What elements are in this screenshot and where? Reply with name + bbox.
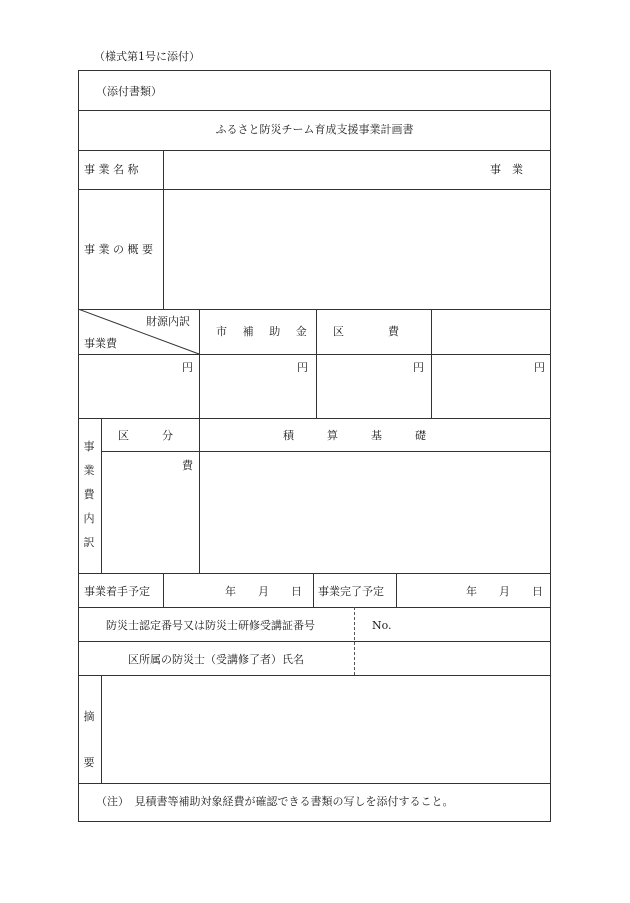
calculation-basis-header: 積 算 基 礎 — [283, 429, 426, 442]
vertical-char: 業 — [83, 464, 95, 477]
row-divider — [78, 189, 551, 190]
vertical-char: 要 — [83, 756, 95, 769]
vertical-char: 事 — [83, 440, 95, 453]
row-divider — [78, 150, 551, 151]
col-divider — [163, 150, 164, 309]
start-date-label: 事業着手予定 — [84, 585, 150, 598]
cost-breakdown-vertical-label — [82, 435, 96, 555]
vertical-char: 訳 — [83, 536, 95, 549]
funding-breakdown-label: 財源内訳 — [146, 315, 190, 328]
col-divider — [101, 675, 102, 783]
yen-unit: 円 — [413, 361, 424, 374]
vertical-char: 内 — [83, 512, 95, 525]
col-divider — [396, 573, 397, 607]
row-divider — [78, 675, 551, 676]
row-divider — [78, 573, 551, 574]
col-divider — [313, 573, 314, 607]
disaster-expert-name-label: 区所属の防災士（受講修了者）氏名 — [128, 653, 304, 666]
project-cost-label: 事業費 — [84, 337, 117, 350]
row-divider — [78, 110, 551, 111]
yen-unit: 円 — [534, 361, 545, 374]
summary-vertical-label — [82, 694, 96, 786]
completion-date-format: 年 月 日 — [466, 585, 543, 598]
vertical-char: 費 — [83, 488, 95, 501]
yen-unit: 円 — [297, 361, 308, 374]
category-header: 区 分 — [118, 429, 173, 442]
cost-item-label: 費 — [182, 459, 193, 472]
row-divider — [78, 418, 551, 419]
completion-date-label: 事業完了予定 — [318, 585, 384, 598]
form-number-label: （様式第1号に添付） — [94, 50, 200, 63]
project-overview-label: 事 業 の 概 要 — [84, 243, 153, 256]
col-divider-dashed — [354, 607, 355, 675]
city-subsidy-header: 市 補 助 金 — [216, 325, 313, 338]
col-divider — [431, 309, 432, 418]
start-date-format: 年 月 日 — [225, 585, 302, 598]
col-divider — [101, 418, 102, 573]
project-name-suffix: 事 業 — [490, 163, 523, 176]
yen-unit: 円 — [182, 361, 193, 374]
row-divider — [78, 607, 551, 608]
row-divider — [78, 641, 551, 642]
note-text: （注） 見積書等補助対象経費が確認できる書類の写しを添付すること。 — [96, 795, 454, 808]
ward-cost-header: 区 費 — [333, 325, 399, 338]
row-divider — [78, 783, 551, 784]
document-title: ふるさと防災チーム育成支援事業計画書 — [215, 123, 414, 136]
disaster-expert-number-label: 防災士認定番号又は防災士研修受講証番号 — [106, 619, 315, 632]
vertical-char: 摘 — [83, 710, 95, 723]
attachment-heading: （添付書類） — [96, 85, 162, 98]
col-divider — [316, 309, 317, 418]
certificate-number-prefix: No. — [372, 619, 392, 632]
project-name-label: 事 業 名 称 — [84, 163, 139, 176]
col-divider — [163, 573, 164, 607]
plan-form-table — [78, 70, 551, 822]
row-divider — [101, 451, 551, 452]
